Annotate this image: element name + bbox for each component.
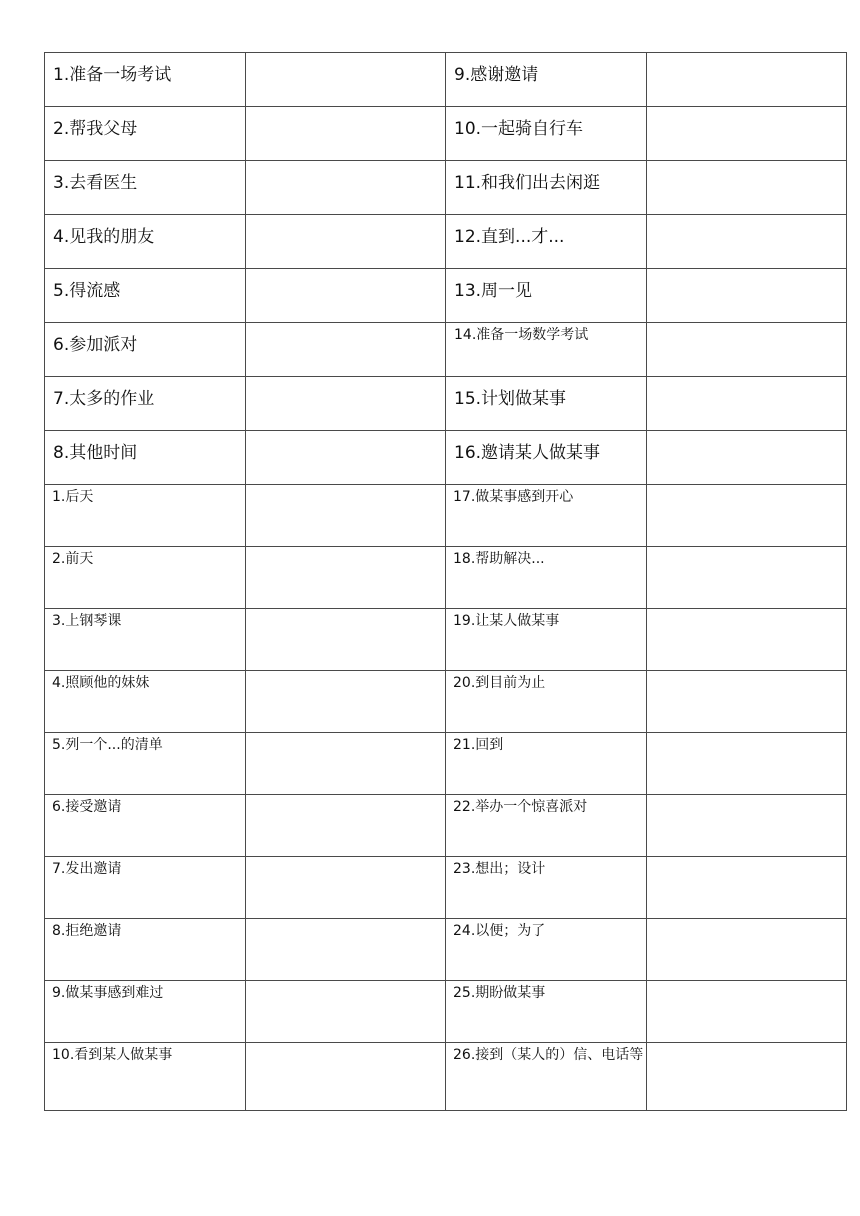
phrase-text: 12.直到...才... <box>454 227 565 247</box>
answer-cell[interactable] <box>245 323 446 377</box>
phrase-text: 20.到目前为止 <box>453 675 546 691</box>
answer-blank[interactable] <box>647 53 847 106</box>
phrase-cell <box>45 919 246 981</box>
answer-cell[interactable] <box>646 377 847 431</box>
table-row <box>45 1043 847 1111</box>
phrase-cell <box>45 485 246 547</box>
table-row <box>45 323 847 377</box>
answer-cell[interactable] <box>646 981 847 1043</box>
answer-blank[interactable] <box>647 733 847 794</box>
phrase-cell <box>45 981 246 1043</box>
answer-cell[interactable] <box>646 857 847 919</box>
answer-cell[interactable] <box>245 53 446 107</box>
answer-cell[interactable] <box>646 269 847 323</box>
phrase-cell <box>45 609 246 671</box>
phrase-cell <box>45 53 246 107</box>
answer-blank[interactable] <box>246 323 446 376</box>
phrase-cell <box>45 733 246 795</box>
table-row <box>45 107 847 161</box>
phrase-cell <box>446 485 647 547</box>
answer-blank[interactable] <box>647 161 847 214</box>
answer-blank[interactable] <box>647 377 847 430</box>
answer-blank[interactable] <box>246 269 446 322</box>
table-row <box>45 795 847 857</box>
phrase-text: 4.照顾他的妹妹 <box>52 675 150 691</box>
answer-cell[interactable] <box>646 1043 847 1111</box>
phrase-cell <box>446 733 647 795</box>
table-row <box>45 671 847 733</box>
phrase-cell <box>446 377 647 431</box>
answer-blank[interactable] <box>647 547 847 608</box>
phrase-text: 5.得流感 <box>53 281 121 301</box>
phrase-text: 18.帮助解决... <box>453 551 545 567</box>
answer-blank[interactable] <box>246 609 446 670</box>
phrase-cell <box>446 53 647 107</box>
answer-blank[interactable] <box>647 323 847 376</box>
phrase-text: 23.想出；设计 <box>453 861 546 877</box>
answer-blank[interactable] <box>647 981 847 1042</box>
table-row <box>45 53 847 107</box>
answer-blank[interactable] <box>647 671 847 732</box>
answer-blank[interactable] <box>246 485 446 546</box>
answer-blank[interactable] <box>246 795 446 856</box>
answer-cell[interactable] <box>245 795 446 857</box>
answer-blank[interactable] <box>647 485 847 546</box>
table-row <box>45 377 847 431</box>
answer-blank[interactable] <box>246 215 446 268</box>
answer-cell[interactable] <box>245 733 446 795</box>
answer-cell[interactable] <box>646 671 847 733</box>
table-row <box>45 485 847 547</box>
phrase-cell <box>446 269 647 323</box>
phrase-text: 2.帮我父母 <box>53 119 138 139</box>
phrase-text: 7.太多的作业 <box>53 389 155 409</box>
phrase-cell <box>45 795 246 857</box>
phrase-cell <box>45 107 246 161</box>
phrase-cell <box>446 547 647 609</box>
phrase-text: 6.参加派对 <box>53 335 138 355</box>
answer-blank[interactable] <box>647 431 847 484</box>
phrase-text: 8.其他时间 <box>53 443 138 463</box>
phrase-text: 2.前天 <box>52 551 94 567</box>
phrase-text: 10.一起骑自行车 <box>454 119 584 139</box>
answer-cell[interactable] <box>646 161 847 215</box>
answer-blank[interactable] <box>246 107 446 160</box>
answer-cell[interactable] <box>646 215 847 269</box>
table-row <box>45 919 847 981</box>
answer-cell[interactable] <box>245 547 446 609</box>
answer-blank[interactable] <box>246 919 446 980</box>
phrase-text: 3.上钢琴课 <box>52 613 122 629</box>
answer-cell[interactable] <box>646 431 847 485</box>
answer-blank[interactable] <box>246 981 446 1042</box>
phrase-text: 16.邀请某人做某事 <box>454 443 601 463</box>
table-row <box>45 161 847 215</box>
phrase-cell <box>446 431 647 485</box>
phrase-text: 17.做某事感到开心 <box>453 489 574 505</box>
answer-cell[interactable] <box>646 323 847 377</box>
answer-cell[interactable] <box>245 981 446 1043</box>
answer-blank[interactable] <box>246 671 446 732</box>
phrase-text: 6.接受邀请 <box>52 799 122 815</box>
answer-cell[interactable] <box>245 161 446 215</box>
answer-cell[interactable] <box>245 485 446 547</box>
answer-cell[interactable] <box>245 215 446 269</box>
phrase-text: 9.做某事感到难过 <box>52 985 164 1001</box>
phrase-cell <box>45 377 246 431</box>
phrase-text: 25.期盼做某事 <box>453 985 546 1001</box>
phrase-cell <box>45 215 246 269</box>
answer-blank[interactable] <box>647 919 847 980</box>
answer-blank[interactable] <box>647 215 847 268</box>
answer-blank[interactable] <box>647 269 847 322</box>
answer-cell[interactable] <box>646 795 847 857</box>
phrase-cell <box>45 671 246 733</box>
phrase-cell <box>45 269 246 323</box>
phrase-text: 26.接到（某人的）信、电话等 <box>453 1047 644 1063</box>
answer-blank[interactable] <box>246 733 446 794</box>
table-row <box>45 269 847 323</box>
answer-blank[interactable] <box>246 53 446 106</box>
table-row <box>45 733 847 795</box>
table-row <box>45 981 847 1043</box>
phrase-text: 4.见我的朋友 <box>53 227 155 247</box>
vocabulary-worksheet <box>44 52 846 1111</box>
table-row <box>45 431 847 485</box>
answer-blank[interactable] <box>246 431 446 484</box>
answer-cell[interactable] <box>245 919 446 981</box>
answer-cell[interactable] <box>646 733 847 795</box>
phrase-cell <box>45 1043 246 1111</box>
answer-blank[interactable] <box>246 547 446 608</box>
table-row <box>45 547 847 609</box>
phrase-text: 21.回到 <box>453 737 504 753</box>
table-row <box>45 857 847 919</box>
answer-cell[interactable] <box>245 107 446 161</box>
phrase-cell <box>446 671 647 733</box>
phrase-cell <box>446 857 647 919</box>
phrase-text: 11.和我们出去闲逛 <box>454 173 601 193</box>
answer-blank[interactable] <box>647 609 847 670</box>
answer-cell[interactable] <box>646 53 847 107</box>
answer-cell[interactable] <box>245 377 446 431</box>
phrase-text: 7.发出邀请 <box>52 861 122 877</box>
phrase-cell <box>446 919 647 981</box>
answer-cell[interactable] <box>245 857 446 919</box>
vocabulary-table <box>44 52 847 1111</box>
table-row <box>45 609 847 671</box>
phrase-cell <box>446 1043 647 1111</box>
answer-blank[interactable] <box>246 1043 446 1110</box>
answer-cell[interactable] <box>646 609 847 671</box>
answer-blank[interactable] <box>246 857 446 918</box>
phrase-text: 5.列一个...的清单 <box>52 737 163 753</box>
answer-blank[interactable] <box>647 857 847 918</box>
answer-cell[interactable] <box>646 547 847 609</box>
phrase-text: 9.感谢邀请 <box>454 65 539 85</box>
answer-cell[interactable] <box>245 1043 446 1111</box>
phrase-cell <box>446 981 647 1043</box>
answer-blank[interactable] <box>246 161 446 214</box>
answer-cell[interactable] <box>245 431 446 485</box>
phrase-cell <box>45 431 246 485</box>
phrase-cell <box>446 107 647 161</box>
phrase-text: 3.去看医生 <box>53 173 138 193</box>
answer-blank[interactable] <box>246 377 446 430</box>
phrase-cell <box>45 323 246 377</box>
phrase-text: 22.举办一个惊喜派对 <box>453 799 588 815</box>
phrase-cell <box>446 161 647 215</box>
answer-cell[interactable] <box>245 269 446 323</box>
answer-blank[interactable] <box>647 107 847 160</box>
answer-cell[interactable] <box>646 919 847 981</box>
answer-cell[interactable] <box>646 485 847 547</box>
answer-cell[interactable] <box>646 107 847 161</box>
phrase-text: 15.计划做某事 <box>454 389 567 409</box>
answer-cell[interactable] <box>245 609 446 671</box>
phrase-text: 19.让某人做某事 <box>453 613 560 629</box>
phrase-cell <box>446 323 647 377</box>
phrase-cell <box>446 215 647 269</box>
phrase-cell <box>446 795 647 857</box>
phrase-cell <box>45 161 246 215</box>
phrase-text: 24.以便；为了 <box>453 923 546 939</box>
phrase-cell <box>45 857 246 919</box>
phrase-cell <box>45 547 246 609</box>
phrase-text: 13.周一见 <box>454 281 533 301</box>
phrase-cell <box>446 609 647 671</box>
phrase-text: 8.拒绝邀请 <box>52 923 122 939</box>
phrase-text: 1.后天 <box>52 489 94 505</box>
answer-cell[interactable] <box>245 671 446 733</box>
table-row <box>45 215 847 269</box>
phrase-text: 1.准备一场考试 <box>53 65 172 85</box>
answer-blank[interactable] <box>647 1043 847 1110</box>
phrase-text: 10.看到某人做某事 <box>52 1047 173 1063</box>
phrase-text: 14.准备一场数学考试 <box>454 327 589 343</box>
answer-blank[interactable] <box>647 795 847 856</box>
